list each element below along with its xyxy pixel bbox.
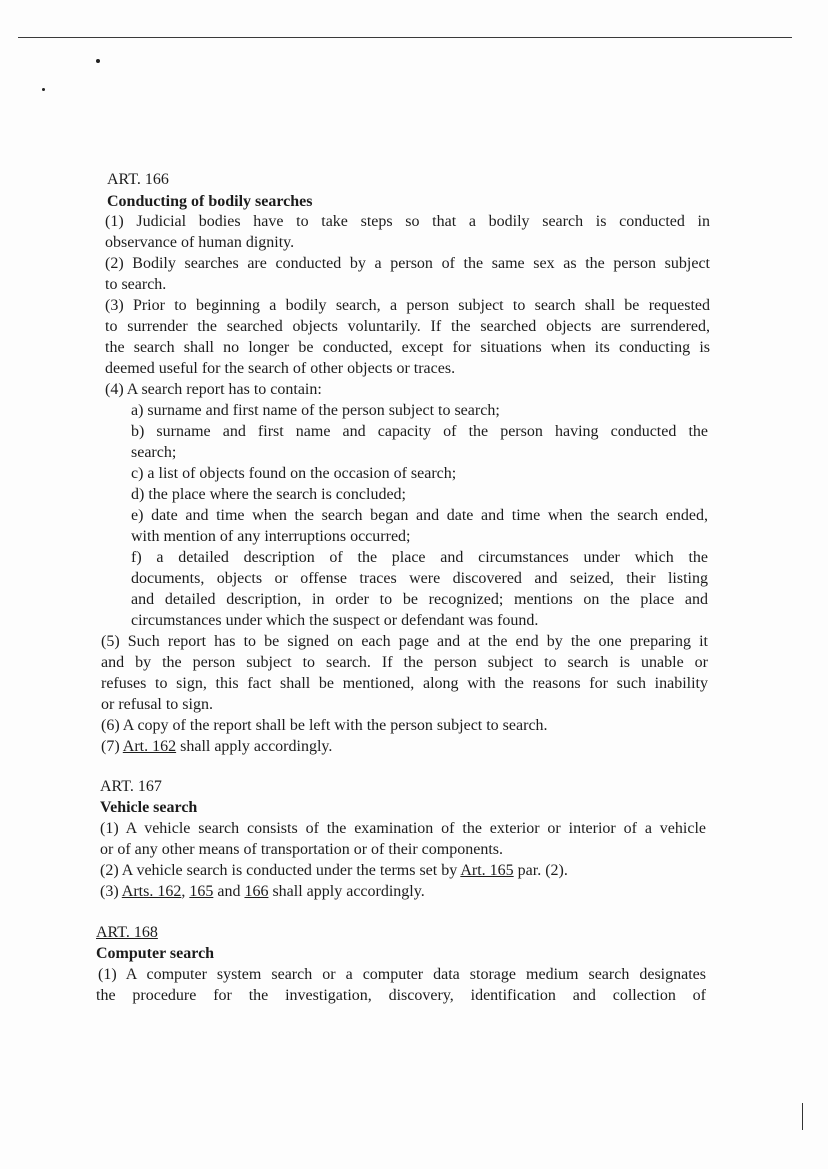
paragraph-line (101, 736, 332, 757)
paragraph-line: to search. (105, 276, 167, 293)
paragraph-line: (4) A search report has to contain: (105, 381, 322, 398)
text-run: (7) (101, 738, 123, 755)
paragraph-line: the search shall no longer be conducted, except for situations when its conducting is (105, 339, 710, 356)
article-heading[interactable]: ART. 168 (96, 924, 158, 941)
scan-speck (96, 59, 100, 63)
article-link[interactable]: Art. 162 (122, 738, 177, 755)
paragraph-line: (1) Judicial bodies have to take steps so that a bodily search is conducted in (105, 213, 710, 230)
list-item-line: d) the place where the search is concluded; (131, 486, 406, 503)
paragraph-line: deemed useful for the search of other objects or traces. (105, 360, 456, 377)
scan-margin-mark (802, 1103, 804, 1130)
list-item-line: b) surname and first name and capacity of the person having conducted the (131, 423, 708, 440)
article-title: Vehicle search (100, 799, 198, 816)
list-item-line: a) surname and first name of the person subject to search; (131, 402, 500, 419)
paragraph-line: observance of human dignity. (105, 234, 295, 251)
list-item-line: search; (131, 444, 177, 461)
paragraph-line: the procedure for the investigation, discovery, identification and collection of (96, 987, 706, 1004)
text-run: , (181, 883, 190, 900)
list-item-line: f) a detailed description of the place and circumstances under which the (131, 549, 708, 566)
article-heading: ART. 167 (100, 778, 162, 795)
paragraph-line: or refusal to sign. (101, 696, 213, 713)
paragraph-line: (1) A computer system search or a computer data storage medium search designates (98, 966, 706, 983)
list-item-line: with mention of any interruptions occurred; (131, 528, 411, 545)
paragraph-line (100, 860, 568, 881)
text-run: (2) A vehicle search is conducted under the terms set by (100, 862, 461, 879)
paragraph-line: and by the person subject to search. If the person subject to search is unable or (101, 654, 708, 671)
article-link[interactable]: Arts. 162 (121, 883, 182, 900)
article-title: Computer search (96, 945, 215, 962)
text-run: par. (2). (513, 862, 568, 879)
text-run: shall apply accordingly. (268, 883, 425, 900)
article-heading: ART. 166 (107, 171, 169, 188)
text-run: and (213, 883, 245, 900)
article-link[interactable]: 166 (244, 883, 269, 900)
article-link[interactable]: 165 (189, 883, 214, 900)
list-item-line: and detailed description, in order to be recognized; mentions on the place and (131, 591, 708, 608)
paragraph-line: (2) Bodily searches are conducted by a person of the same sex as the person subject (105, 255, 710, 272)
list-item-line: e) date and time when the search began and date and time when the search ended, (131, 507, 708, 524)
paragraph-line: (1) A vehicle search consists of the examination of the exterior or interior of a vehicle (100, 820, 706, 837)
top-rule (18, 37, 792, 38)
paragraph-line: or of any other means of transportation or of their components. (100, 841, 503, 858)
list-item-line: circumstances under which the suspect or defendant was found. (131, 612, 539, 629)
list-item-line: documents, objects or offense traces were discovered and seized, their listing (131, 570, 708, 587)
article-title: Conducting of bodily searches (107, 193, 313, 210)
paragraph-line: (6) A copy of the report shall be left with the person subject to search. (101, 717, 548, 734)
text-run: shall apply accordingly. (176, 738, 333, 755)
paragraph-line: to surrender the searched objects voluntarily. If the searched objects are surrendered, (105, 318, 710, 335)
scan-speck (42, 88, 45, 91)
text-run: (3) (100, 883, 122, 900)
paragraph-line: (5) Such report has to be signed on each page and at the end by the one preparing it (101, 633, 708, 650)
paragraph-line: refuses to sign, this fact shall be mentioned, along with the reasons for such inability (101, 675, 708, 692)
article-link[interactable]: Art. 165 (460, 862, 514, 879)
list-item-line: c) a list of objects found on the occasion of search; (131, 465, 457, 482)
paragraph-line: (3) Prior to beginning a bodily search, a person subject to search shall be requested (105, 297, 710, 314)
paragraph-line (100, 881, 425, 902)
